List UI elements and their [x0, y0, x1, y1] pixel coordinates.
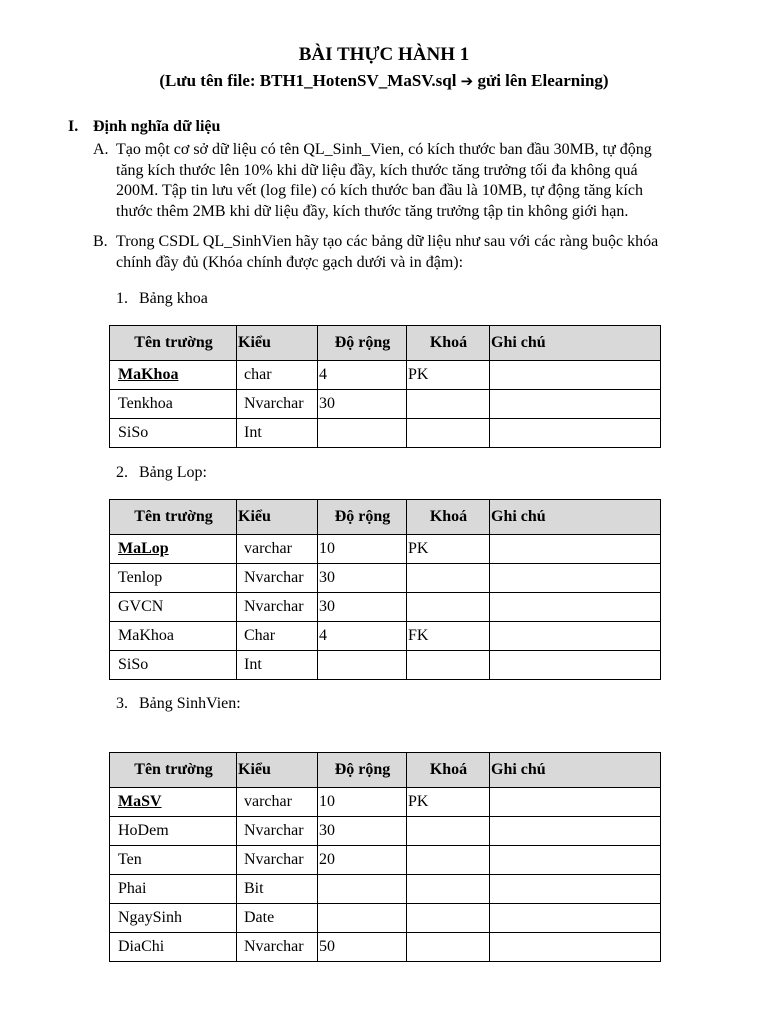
page-subtitle — [0, 70, 768, 92]
cell-key: PK — [407, 535, 490, 564]
table-row — [110, 593, 661, 622]
item-a-marker: A. — [93, 141, 109, 158]
cell-note — [490, 651, 661, 680]
col-header-key: Khoá — [407, 500, 490, 535]
cell-name: SiSo — [110, 651, 237, 680]
col-header-type: Kiểu — [237, 753, 318, 788]
section-title: Định nghĩa dữ liệu — [93, 118, 221, 135]
item-a-line: thước thêm 2MB khi dữ liệu đầy, kích thước tăng trưởng tập tin không giới hạn. — [116, 202, 629, 220]
cell-note — [490, 933, 661, 962]
cell-width: 30 — [318, 390, 407, 419]
cell-type: char — [237, 361, 318, 390]
cell-name: NgaySinh — [110, 904, 237, 933]
item-b — [93, 232, 693, 273]
cell-width: 30 — [318, 564, 407, 593]
cell-width — [318, 419, 407, 448]
col-header-type: Kiểu — [237, 326, 318, 361]
cell-key — [407, 593, 490, 622]
cell-width: 4 — [318, 622, 407, 651]
cell-key: PK — [407, 788, 490, 817]
cell-key — [407, 564, 490, 593]
cell-width: 10 — [318, 535, 407, 564]
cell-type: varchar — [237, 788, 318, 817]
cell-type: Char — [237, 622, 318, 651]
cell-name: Ten — [110, 846, 237, 875]
table-2-caption-text: Bảng Lop: — [139, 464, 207, 481]
col-header-name: Tên trường — [110, 326, 237, 361]
cell-type: Int — [237, 651, 318, 680]
cell-key: FK — [407, 622, 490, 651]
cell-note — [490, 419, 661, 448]
table-row — [110, 788, 661, 817]
table-1-caption — [116, 289, 208, 309]
table-3-caption — [116, 694, 241, 714]
cell-name: Tenlop — [110, 564, 237, 593]
table-header-row — [110, 753, 661, 788]
col-header-name: Tên trường — [110, 753, 237, 788]
col-header-width: Độ rộng — [318, 326, 407, 361]
cell-width — [318, 875, 407, 904]
table-row — [110, 535, 661, 564]
table-lop — [109, 499, 661, 680]
col-header-note: Ghi chú — [490, 753, 661, 788]
subtitle-suffix: gửi lên Elearning) — [473, 71, 609, 90]
cell-type: Nvarchar — [237, 564, 318, 593]
cell-note — [490, 788, 661, 817]
cell-name: MaSV — [110, 788, 237, 817]
cell-note — [490, 846, 661, 875]
table-row — [110, 875, 661, 904]
cell-width: 20 — [318, 846, 407, 875]
cell-key — [407, 875, 490, 904]
cell-note — [490, 535, 661, 564]
cell-note — [490, 622, 661, 651]
table-header-row — [110, 500, 661, 535]
cell-note — [490, 564, 661, 593]
table-row — [110, 564, 661, 593]
cell-type: Nvarchar — [237, 933, 318, 962]
table-row — [110, 933, 661, 962]
cell-name: GVCN — [110, 593, 237, 622]
item-a — [93, 140, 693, 222]
table-2-caption — [116, 463, 207, 483]
cell-name: MaKhoa — [110, 622, 237, 651]
cell-name: Phai — [110, 875, 237, 904]
cell-width — [318, 651, 407, 680]
cell-note — [490, 904, 661, 933]
section-number: I. — [68, 118, 79, 135]
col-header-type: Kiểu — [237, 500, 318, 535]
item-b-marker: B. — [93, 233, 108, 250]
item-a-text — [116, 140, 693, 222]
section-heading — [68, 117, 220, 137]
cell-key: PK — [407, 361, 490, 390]
table-row — [110, 904, 661, 933]
cell-name: MaKhoa — [110, 361, 237, 390]
cell-note — [490, 361, 661, 390]
subtitle-prefix: (Lưu tên file: BTH1_HotenSV_MaSV.sql — [159, 71, 461, 90]
table-khoa — [109, 325, 661, 448]
item-a-line: Tạo một cơ sở dữ liệu có tên QL_Sinh_Vien, có kích thước ban đầu 30MB, tự động — [116, 141, 652, 158]
cell-name: SiSo — [110, 419, 237, 448]
table-1-caption-text: Bảng khoa — [139, 290, 208, 307]
cell-type: Nvarchar — [237, 593, 318, 622]
cell-type: Date — [237, 904, 318, 933]
cell-key — [407, 651, 490, 680]
cell-type: varchar — [237, 535, 318, 564]
item-b-line: Trong CSDL QL_SinhVien hãy tạo các bảng dữ liệu như sau với các ràng buộc khóa — [116, 233, 659, 250]
cell-key — [407, 390, 490, 419]
table-1-marker: 1. — [116, 290, 128, 307]
table-row — [110, 651, 661, 680]
col-header-width: Độ rộng — [318, 500, 407, 535]
col-header-name: Tên trường — [110, 500, 237, 535]
table-2-marker: 2. — [116, 464, 128, 481]
cell-name: Tenkhoa — [110, 390, 237, 419]
cell-key — [407, 419, 490, 448]
cell-width: 4 — [318, 361, 407, 390]
col-header-key: Khoá — [407, 326, 490, 361]
cell-key — [407, 933, 490, 962]
cell-note — [490, 875, 661, 904]
right-arrow-icon: ➔ — [460, 72, 474, 90]
table-3-marker: 3. — [116, 695, 128, 712]
cell-width — [318, 904, 407, 933]
cell-type: Int — [237, 419, 318, 448]
cell-name: DiaChi — [110, 933, 237, 962]
cell-width: 50 — [318, 933, 407, 962]
cell-note — [490, 593, 661, 622]
table-row — [110, 419, 661, 448]
col-header-note: Ghi chú — [490, 500, 661, 535]
table-header-row — [110, 326, 661, 361]
cell-key — [407, 904, 490, 933]
table-row — [110, 817, 661, 846]
table-row — [110, 622, 661, 651]
cell-key — [407, 846, 490, 875]
cell-width: 10 — [318, 788, 407, 817]
item-a-line: 200M. Tập tin lưu vết (log file) có kích thước ban đầu là 10MB, tự động tăng kích — [116, 182, 643, 199]
cell-name: MaLop — [110, 535, 237, 564]
cell-type: Nvarchar — [237, 390, 318, 419]
col-header-width: Độ rộng — [318, 753, 407, 788]
table-sinhvien — [109, 752, 661, 962]
item-b-text — [116, 232, 693, 273]
col-header-note: Ghi chú — [490, 326, 661, 361]
cell-type: Bit — [237, 875, 318, 904]
table-row — [110, 361, 661, 390]
cell-type: Nvarchar — [237, 846, 318, 875]
table-row — [110, 390, 661, 419]
cell-key — [407, 817, 490, 846]
item-b-line: chính đầy đủ (Khóa chính được gạch dưới và in đậm): — [116, 253, 464, 271]
cell-note — [490, 390, 661, 419]
page-title: BÀI THỰC HÀNH 1 — [298, 44, 470, 65]
item-a-line: tăng kích thước lên 10% khi dữ liệu đầy, kích thước tăng trưởng tối đa không quá — [116, 161, 638, 179]
cell-width: 30 — [318, 593, 407, 622]
cell-note — [490, 817, 661, 846]
table-row — [110, 846, 661, 875]
cell-width: 30 — [318, 817, 407, 846]
col-header-key: Khoá — [407, 753, 490, 788]
table-3-caption-text: Bảng SinhVien: — [139, 695, 241, 712]
cell-name: HoDem — [110, 817, 237, 846]
cell-type: Nvarchar — [237, 817, 318, 846]
